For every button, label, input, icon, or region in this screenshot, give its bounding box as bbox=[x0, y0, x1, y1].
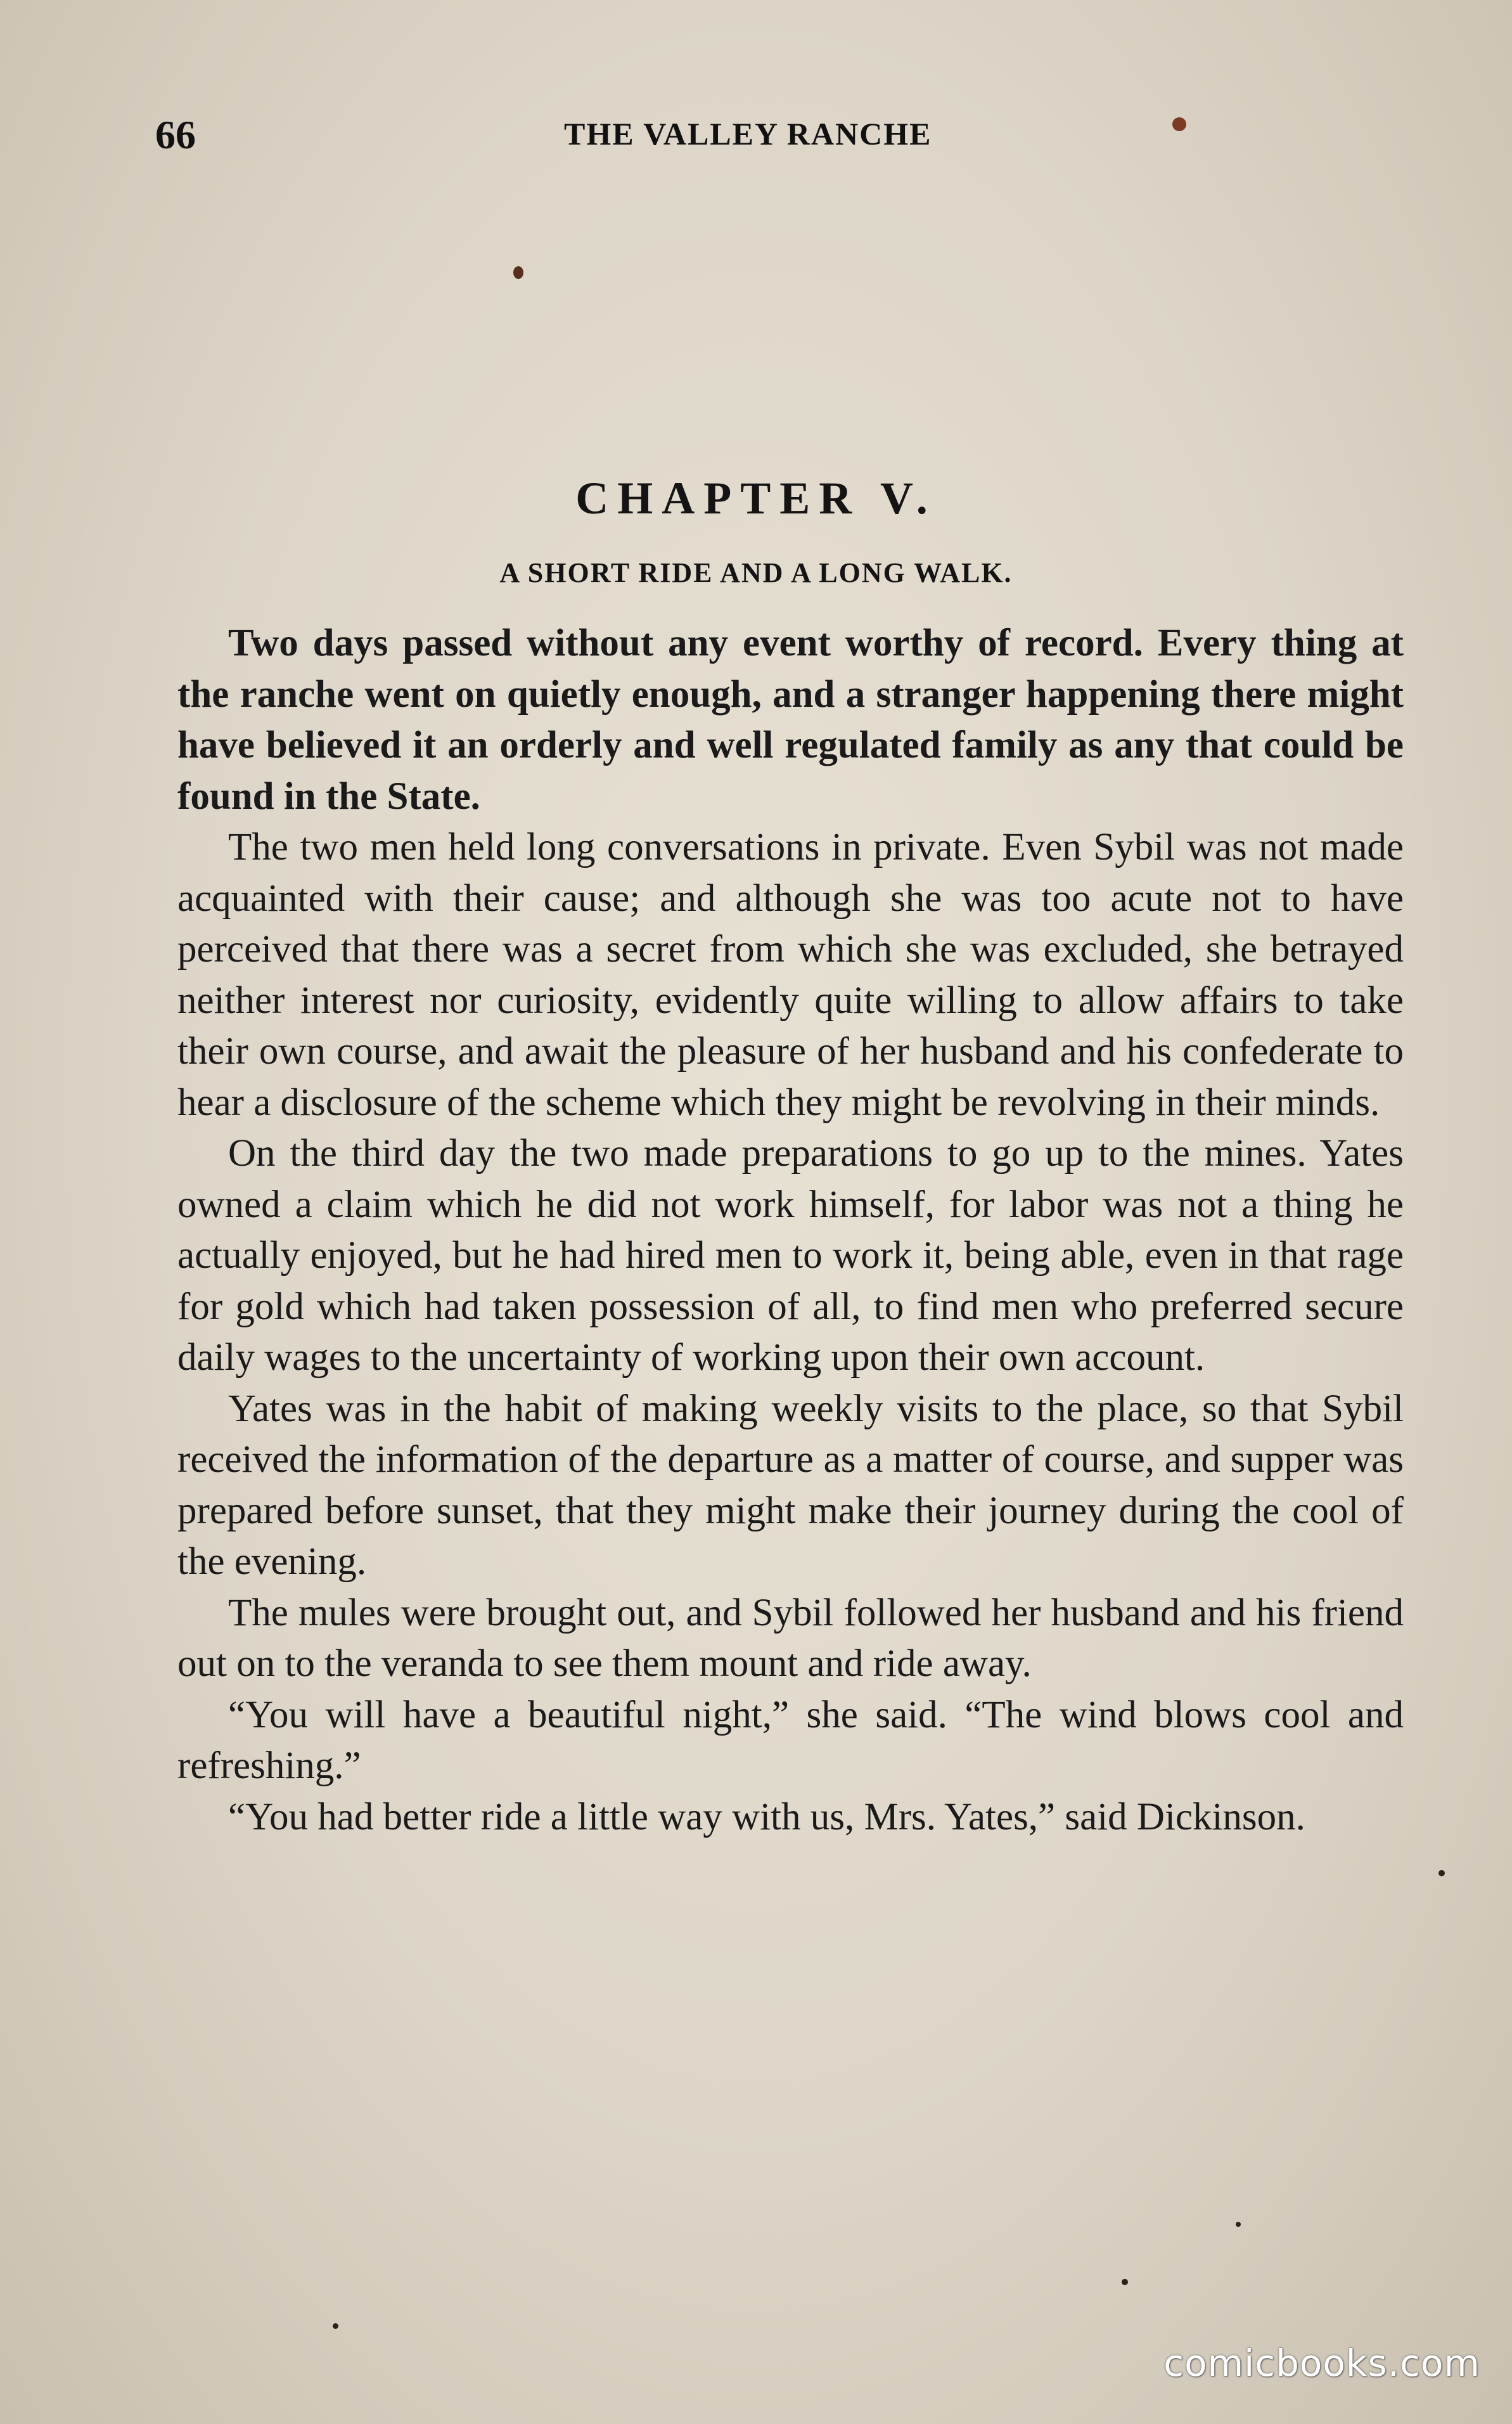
running-title: THE VALLEY RANCHE bbox=[564, 116, 932, 152]
ink-speck bbox=[333, 2323, 338, 2329]
paragraph: Two days passed without any event worthy of record. Every thing at the ranche went on quietly enough, and a stranger happening there might have believed it an orderly and well regulated family as any that could be found in the State. bbox=[177, 622, 1404, 818]
ink-speck bbox=[1236, 2222, 1241, 2227]
paragraph: The two men held long conversations in private. Even Sybil was not made acquainted with their cause; and although she was too acute not to have perceived that there was a secret from which she was excluded, she betrayed neither interest nor curiosity, evidently quite willing to allow affairs to take their own course, and await the pleasure of her husband and his confederate to hear a disclosure of the scheme which they might be revolving in their minds. bbox=[177, 826, 1404, 1124]
page-number: 66 bbox=[155, 112, 196, 157]
watermark: comicbooks.com bbox=[1163, 2342, 1480, 2385]
paragraph: “You will have a beautiful night,” she said. “The wind blows cool and refreshing.” bbox=[177, 1693, 1404, 1787]
chapter-title: CHAPTER V. bbox=[575, 473, 937, 524]
ink-speck bbox=[1438, 1870, 1445, 1876]
running-head bbox=[155, 112, 1400, 169]
paragraph: On the third day the two made preparations to go up to the mines. Yates owned a claim which he did not work himself, for labor was not a thing he actually enjoyed, but he had hired men to work it, being able, even in that rage for gold which had taken possession of all, to find men who preferred secure daily wages to the uncertainty of working upon their own account. bbox=[177, 1132, 1404, 1379]
body-text bbox=[177, 618, 1404, 1843]
ink-speck bbox=[513, 266, 523, 279]
chapter-subtitle: A SHORT RIDE AND A LONG WALK. bbox=[499, 557, 1013, 588]
paragraph: The mules were brought out, and Sybil followed her husband and his friend out on to the veranda to see them mount and ride away. bbox=[177, 1591, 1404, 1685]
ink-speck bbox=[1172, 117, 1186, 131]
paragraph: “You had better ride a little way with us, Mrs. Yates,” said Dickinson. bbox=[228, 1795, 1305, 1838]
ink-speck bbox=[1122, 2279, 1128, 2285]
paragraph: Yates was in the habit of making weekly visits to the place, so that Sybil received the information of the departure as a matter of course, and supper was prepared before sunset, that they might make their journey during the cool of the evening. bbox=[177, 1387, 1404, 1583]
